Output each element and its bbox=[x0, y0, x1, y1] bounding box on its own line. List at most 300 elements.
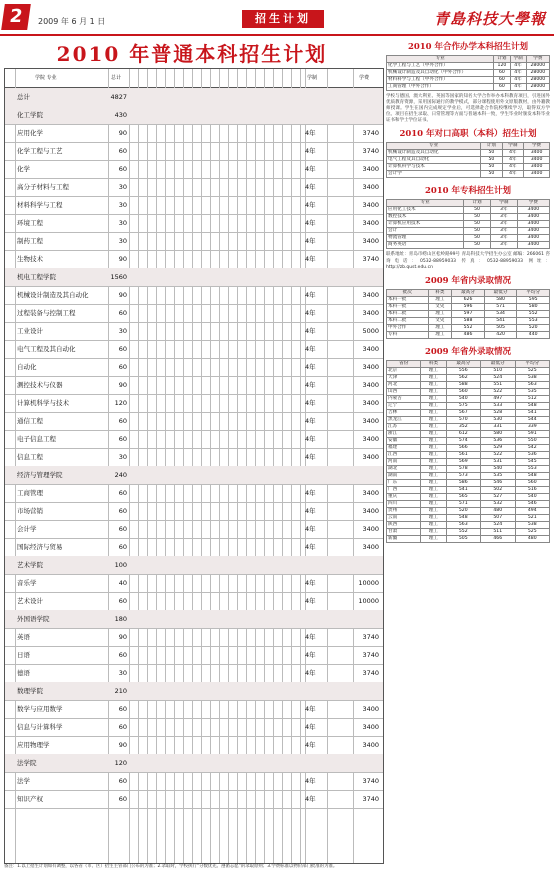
fee-cell: 3400 bbox=[524, 171, 550, 178]
total-cell: 120 bbox=[114, 399, 127, 407]
total-cell: 90 bbox=[118, 633, 127, 641]
contact-text: 联系地址：青岛市崂山区松岭路99号 青岛科技大学招生办公室 邮编：266061 咨询电话：0532-88959033 传真：0532-88959033 网址：http://zb.qust.edu.cn bbox=[386, 252, 550, 270]
avg-cell: 525 bbox=[515, 528, 550, 535]
prov-cell: 内蒙古 bbox=[387, 395, 421, 402]
cls-cell: 理工 bbox=[421, 479, 446, 486]
total-cell: 4827 bbox=[110, 93, 127, 101]
total-cell: 120 bbox=[114, 759, 127, 767]
table-row bbox=[387, 164, 550, 171]
avg-cell: 563 bbox=[515, 381, 550, 388]
cls-cell: 理工 bbox=[421, 465, 446, 472]
prov-cell: 重庆 bbox=[387, 493, 421, 500]
province-admission-title: 2009 年省内录取情况 bbox=[424, 275, 512, 286]
max-cell: 566 bbox=[446, 444, 480, 451]
junior-title: 2010 年专科招生计划 bbox=[424, 186, 512, 197]
max-cell: 548 bbox=[446, 514, 480, 521]
header-cell: 省份 bbox=[387, 360, 421, 367]
table-row bbox=[5, 88, 383, 107]
major-cell: 国际经济与贸易 bbox=[17, 543, 63, 551]
years-cell: 4年 bbox=[510, 70, 526, 77]
school-cell: 4年 bbox=[305, 543, 316, 551]
min-cell: 505 bbox=[484, 324, 517, 331]
table-row bbox=[387, 514, 550, 521]
cls-cell: 理工 bbox=[421, 416, 446, 423]
avg-cell: 553 bbox=[515, 465, 550, 472]
total-cell: 100 bbox=[114, 561, 127, 569]
major-cell: 化学 bbox=[17, 165, 30, 173]
major-cell: 过程装备与控制工程 bbox=[17, 309, 76, 317]
max-cell: 552 bbox=[452, 324, 485, 331]
table-row bbox=[5, 178, 383, 197]
total-cell: 180 bbox=[114, 615, 127, 623]
total-cell: 60 bbox=[118, 543, 127, 551]
avg-cell: 541 bbox=[515, 409, 550, 416]
table-row bbox=[387, 451, 550, 458]
school-cell: 4年 bbox=[305, 651, 316, 659]
avg-cell: 595 bbox=[517, 296, 550, 303]
avg-cell: 339 bbox=[515, 423, 550, 430]
avg-cell: 521 bbox=[515, 514, 550, 521]
prov-cell: 广西 bbox=[387, 486, 421, 493]
total-cell: 40 bbox=[118, 579, 127, 587]
major-cell: 会计学 bbox=[387, 171, 481, 178]
cls-cell: 理工 bbox=[421, 374, 446, 381]
max-cell: 588 bbox=[452, 317, 485, 324]
cls-cell: 理工 bbox=[421, 458, 446, 465]
table-row bbox=[5, 772, 383, 791]
major-cell: 计算机科学与技术 bbox=[17, 399, 69, 407]
major-cell: 机械设计制造及其自动化 bbox=[17, 291, 89, 299]
cls-cell: 理工 bbox=[421, 388, 446, 395]
prov-cell: 福建 bbox=[387, 444, 421, 451]
plan-cell: 50 bbox=[464, 228, 491, 235]
prov-cell: 天津 bbox=[387, 374, 421, 381]
prov-cell: 河南 bbox=[387, 458, 421, 465]
header-cell: 学费 bbox=[526, 56, 549, 63]
max-cell: 626 bbox=[452, 296, 485, 303]
prov-cell: 浙江 bbox=[387, 430, 421, 437]
table-row bbox=[5, 394, 383, 413]
table-row bbox=[5, 322, 383, 341]
major-cell: 工商管理（中外合作） bbox=[387, 84, 494, 91]
major-cell: 经济与管理学院 bbox=[17, 471, 63, 479]
cls-cell: 理工 bbox=[421, 409, 446, 416]
cls-cell: 理工 bbox=[421, 521, 446, 528]
school-cell: 4年 bbox=[305, 201, 316, 209]
max-cell: 562 bbox=[446, 374, 480, 381]
total-cell: 240 bbox=[114, 471, 127, 479]
header-cell: 科类 bbox=[428, 289, 452, 296]
min-cell: 533 bbox=[481, 402, 515, 409]
major-cell: 物流管理 bbox=[387, 235, 464, 242]
province-admission-table bbox=[386, 289, 550, 339]
table-row bbox=[387, 70, 550, 77]
coop-text: 学校与德国、澳大利亚、英国等国家的知名大学合作举办本科教育项目，引进国外优质教育资源，采用国际通行的教学模式，部分课程使用外文原版教材，由外籍教师授课。学生在国内完成规定学业后，可选择赴合作院校继续学习，取得双方学位。项目在招生录取、日常管理等方面与普通本科一致，学生毕业时颁发本科毕业证书和学士学位证书。 bbox=[386, 94, 550, 124]
major-cell: 信息工程 bbox=[17, 453, 43, 461]
avg-cell: 548 bbox=[515, 402, 550, 409]
avg-cell: 535 bbox=[515, 388, 550, 395]
table-row bbox=[5, 250, 383, 269]
table-row bbox=[5, 646, 383, 665]
total-cell: 90 bbox=[118, 129, 127, 137]
years-cell: 4年 bbox=[510, 63, 526, 70]
total-cell: 60 bbox=[118, 435, 127, 443]
major-cell: 数控技术 bbox=[387, 214, 464, 221]
avg-cell: 546 bbox=[515, 500, 550, 507]
min-cell: 522 bbox=[481, 388, 515, 395]
min-cell: 480 bbox=[481, 507, 515, 514]
major-cell: 高分子材料与工程 bbox=[17, 183, 69, 191]
fee-cell: 10000 bbox=[358, 579, 379, 587]
cls-cell: 文史 bbox=[428, 303, 452, 310]
table-row bbox=[387, 444, 550, 451]
total-cell: 30 bbox=[118, 453, 127, 461]
max-cell: 570 bbox=[446, 416, 480, 423]
table-row bbox=[387, 479, 550, 486]
table-row bbox=[387, 77, 550, 84]
school-cell: 4年 bbox=[305, 399, 316, 407]
years-cell: 4年 bbox=[510, 77, 526, 84]
max-cell: 540 bbox=[446, 395, 480, 402]
avg-cell: 580 bbox=[517, 303, 550, 310]
plan-cell: 50 bbox=[464, 242, 491, 249]
table-row bbox=[5, 106, 383, 125]
cls-cell: 理工 bbox=[428, 331, 452, 338]
school-cell: 4年 bbox=[305, 453, 316, 461]
major-cell: 机械设计制造及其自动化 bbox=[387, 150, 481, 157]
min-cell: 522 bbox=[481, 451, 515, 458]
table-row bbox=[387, 235, 550, 242]
prov-cell: 吉林 bbox=[387, 409, 421, 416]
total-cell: 30 bbox=[118, 237, 127, 245]
fee-cell: 3400 bbox=[362, 543, 379, 551]
school-cell: 4年 bbox=[305, 669, 316, 677]
fee-cell: 3400 bbox=[524, 150, 550, 157]
col-school: 学制 bbox=[307, 75, 318, 81]
max-cell: 352 bbox=[446, 423, 480, 430]
header-cell: 学制 bbox=[490, 200, 517, 207]
table-row bbox=[387, 214, 550, 221]
major-cell: 会计 bbox=[387, 228, 464, 235]
batch-cell: 本科一批 bbox=[387, 296, 429, 303]
total-cell: 90 bbox=[118, 381, 127, 389]
table-row bbox=[387, 374, 550, 381]
header-cell: 学制 bbox=[510, 56, 526, 63]
school-cell: 4年 bbox=[305, 795, 316, 803]
major-cell: 外国语学院 bbox=[17, 615, 50, 623]
major-cell: 应用物理学 bbox=[17, 741, 50, 749]
major-cell: 会计学 bbox=[17, 525, 37, 533]
min-cell: 331 bbox=[481, 423, 515, 430]
fee-cell: 3400 bbox=[524, 157, 550, 164]
school-cell: 4年 bbox=[305, 489, 316, 497]
max-cell: 569 bbox=[446, 458, 480, 465]
table-row bbox=[5, 610, 383, 629]
major-cell: 化学工程与工艺 bbox=[17, 147, 63, 155]
table-row bbox=[387, 423, 550, 430]
max-cell: 586 bbox=[446, 479, 480, 486]
table-row bbox=[387, 296, 550, 303]
table-row bbox=[387, 472, 550, 479]
major-cell: 材料科学与工程（中外合作） bbox=[387, 77, 494, 84]
table-row bbox=[387, 221, 550, 228]
max-cell: 556 bbox=[446, 367, 480, 374]
table-row bbox=[5, 304, 383, 323]
school-cell: 4年 bbox=[305, 723, 316, 731]
table-row bbox=[387, 521, 550, 528]
prov-cell: 四川 bbox=[387, 500, 421, 507]
vocational-table bbox=[386, 142, 550, 178]
avg-cell: 552 bbox=[517, 310, 550, 317]
major-cell: 英语 bbox=[17, 633, 30, 641]
avg-cell: 480 bbox=[515, 535, 550, 542]
avg-cell: 542 bbox=[515, 444, 550, 451]
out-province-table bbox=[386, 360, 550, 543]
max-cell: 597 bbox=[452, 310, 485, 317]
table-row bbox=[5, 754, 383, 773]
school-cell: 4年 bbox=[305, 741, 316, 749]
table-row bbox=[5, 556, 383, 575]
table-header-row bbox=[387, 56, 550, 63]
cls-cell: 理工 bbox=[421, 444, 446, 451]
total-cell: 30 bbox=[118, 669, 127, 677]
table-row bbox=[5, 286, 383, 305]
fee-cell: 3740 bbox=[362, 651, 379, 659]
total-cell: 60 bbox=[118, 507, 127, 515]
major-cell: 机电工程学院 bbox=[17, 273, 56, 281]
min-cell: 528 bbox=[481, 409, 515, 416]
table-row bbox=[387, 416, 550, 423]
header-cell: 批次 bbox=[387, 289, 429, 296]
min-cell: 535 bbox=[481, 472, 515, 479]
batch-cell: 本科二批 bbox=[387, 317, 429, 324]
avg-cell: 525 bbox=[515, 367, 550, 374]
avg-cell: 560 bbox=[515, 479, 550, 486]
fee-cell: 3400 bbox=[362, 741, 379, 749]
avg-cell: 553 bbox=[517, 317, 550, 324]
years-cell: 3年 bbox=[490, 207, 517, 214]
school-cell: 4年 bbox=[305, 579, 316, 587]
min-cell: 466 bbox=[481, 535, 515, 542]
avg-cell: 540 bbox=[515, 493, 550, 500]
major-cell: 工业设计 bbox=[17, 327, 43, 335]
school-cell: 4年 bbox=[305, 291, 316, 299]
years-cell: 3年 bbox=[490, 242, 517, 249]
table-row bbox=[5, 430, 383, 449]
fee-cell: 3400 bbox=[517, 207, 549, 214]
enrollment-plan-table bbox=[4, 68, 384, 864]
school-cell: 4年 bbox=[305, 147, 316, 155]
school-cell: 4年 bbox=[305, 327, 316, 335]
footnotes: 备注：1.以上招生计划如有调整，以各省（市、区）招生主管部门公布的为准；2.录取时，学校执行“分数优先、遵循志愿”的录取原则；3.学费标准以物价部门批准的为准。 bbox=[4, 864, 338, 869]
cls-cell: 理工 bbox=[421, 500, 446, 507]
junior-college-table bbox=[386, 199, 550, 249]
total-cell: 30 bbox=[118, 219, 127, 227]
major-cell: 法学院 bbox=[17, 759, 37, 767]
min-cell: 536 bbox=[481, 437, 515, 444]
page-number: 2 bbox=[1, 4, 31, 30]
fee-cell: 3400 bbox=[362, 705, 379, 713]
school-cell: 4年 bbox=[305, 165, 316, 173]
max-cell: 567 bbox=[446, 409, 480, 416]
fee-cell: 3740 bbox=[362, 669, 379, 677]
max-cell: 563 bbox=[446, 521, 480, 528]
total-cell: 60 bbox=[118, 309, 127, 317]
table-row bbox=[5, 592, 383, 611]
max-cell: 552 bbox=[446, 528, 480, 535]
table-row bbox=[387, 207, 550, 214]
cls-cell: 理工 bbox=[421, 430, 446, 437]
total-cell: 60 bbox=[118, 147, 127, 155]
years-cell: 4年 bbox=[502, 150, 523, 157]
major-cell: 电气工程及其自动化 bbox=[17, 345, 76, 353]
school-cell: 4年 bbox=[305, 309, 316, 317]
table-header-row bbox=[387, 360, 550, 367]
issue-date: 2009 年 6 月 1 日 bbox=[38, 17, 106, 26]
avg-cell: 591 bbox=[515, 430, 550, 437]
major-cell: 制药工程 bbox=[17, 237, 43, 245]
header-cell: 专业 bbox=[387, 200, 464, 207]
fee-cell: 28000 bbox=[526, 70, 549, 77]
prov-cell: 河北 bbox=[387, 381, 421, 388]
school-cell: 4年 bbox=[305, 777, 316, 785]
total-cell: 90 bbox=[118, 291, 127, 299]
table-row bbox=[387, 331, 550, 338]
min-cell: 420 bbox=[484, 331, 517, 338]
fee-cell: 3740 bbox=[362, 147, 379, 155]
years-cell: 4年 bbox=[502, 157, 523, 164]
table-row bbox=[387, 535, 550, 542]
major-cell: 测控技术与仪器 bbox=[17, 381, 63, 389]
coop-title: 2010 年合作办学本科招生计划 bbox=[407, 42, 529, 52]
avg-cell: 545 bbox=[515, 458, 550, 465]
table-row bbox=[5, 358, 383, 377]
plan-cell: 120 bbox=[494, 63, 510, 70]
total-cell: 60 bbox=[118, 525, 127, 533]
fee-cell: 3400 bbox=[517, 228, 549, 235]
batch-cell: 本科二批 bbox=[387, 310, 429, 317]
min-cell: 534 bbox=[484, 310, 517, 317]
major-cell: 艺术学院 bbox=[17, 561, 43, 569]
cls-cell: 理工 bbox=[421, 437, 446, 444]
fee-cell: 3400 bbox=[524, 164, 550, 171]
table-row bbox=[5, 520, 383, 539]
max-cell: 565 bbox=[446, 493, 480, 500]
header-cell: 专业 bbox=[387, 56, 494, 63]
total-cell: 60 bbox=[118, 165, 127, 173]
table-row bbox=[5, 196, 383, 215]
table-row bbox=[387, 395, 550, 402]
fee-cell: 3740 bbox=[362, 129, 379, 137]
cls-cell: 理工 bbox=[421, 507, 446, 514]
cls-cell: 理工 bbox=[421, 486, 446, 493]
fee-cell: 3400 bbox=[362, 363, 379, 371]
fee-cell: 3400 bbox=[362, 381, 379, 389]
coop-table bbox=[386, 55, 550, 91]
major-cell: 商务英语 bbox=[387, 242, 464, 249]
major-cell: 材料科学与工程 bbox=[17, 201, 63, 209]
total-cell: 60 bbox=[118, 489, 127, 497]
table-row bbox=[387, 430, 550, 437]
min-cell: 511 bbox=[481, 528, 515, 535]
major-cell: 艺术设计 bbox=[17, 597, 43, 605]
major-cell: 电子信息工程 bbox=[17, 435, 56, 443]
school-cell: 4年 bbox=[305, 381, 316, 389]
plan-cell: 50 bbox=[481, 164, 502, 171]
plan-cell: 60 bbox=[494, 84, 510, 91]
school-cell: 4年 bbox=[305, 597, 316, 605]
min-cell: 551 bbox=[481, 381, 515, 388]
header-cell: 计划 bbox=[481, 143, 502, 150]
total-cell: 60 bbox=[118, 795, 127, 803]
table-row bbox=[387, 310, 550, 317]
table-row bbox=[387, 171, 550, 178]
header-cell: 平均分 bbox=[517, 289, 550, 296]
table-row bbox=[387, 528, 550, 535]
table-row bbox=[387, 157, 550, 164]
table-row bbox=[5, 124, 383, 143]
min-cell: 580 bbox=[484, 296, 517, 303]
plan-cell: 50 bbox=[464, 235, 491, 242]
cls-cell: 理工 bbox=[421, 535, 446, 542]
fee-cell: 3400 bbox=[517, 214, 549, 221]
plan-cell: 50 bbox=[464, 214, 491, 221]
cls-cell: 理工 bbox=[428, 324, 452, 331]
table-row bbox=[5, 232, 383, 251]
prov-cell: 新疆 bbox=[387, 535, 421, 542]
max-cell: 560 bbox=[446, 388, 480, 395]
fee-cell: 28000 bbox=[526, 77, 549, 84]
header-cell: 科类 bbox=[421, 360, 446, 367]
table-row bbox=[5, 538, 383, 557]
avg-cell: 538 bbox=[515, 374, 550, 381]
cls-cell: 理工 bbox=[421, 528, 446, 535]
prov-cell: 广东 bbox=[387, 479, 421, 486]
table-row bbox=[387, 324, 550, 331]
header-cell: 最低分 bbox=[481, 360, 515, 367]
major-cell: 德语 bbox=[17, 669, 30, 677]
total-cell: 30 bbox=[118, 183, 127, 191]
major-cell: 数学与应用数学 bbox=[17, 705, 63, 713]
min-cell: 532 bbox=[481, 500, 515, 507]
fee-cell: 3400 bbox=[362, 183, 379, 191]
table-row bbox=[5, 682, 383, 701]
school-cell: 4年 bbox=[305, 363, 316, 371]
table-row bbox=[387, 381, 550, 388]
header-cell: 计划 bbox=[494, 56, 510, 63]
school-cell: 4年 bbox=[305, 525, 316, 533]
cls-cell: 文史 bbox=[428, 317, 452, 324]
cls-cell: 理工 bbox=[428, 296, 452, 303]
major-cell: 应用化工技术 bbox=[387, 207, 464, 214]
avg-cell: 512 bbox=[515, 395, 550, 402]
cls-cell: 理工 bbox=[421, 451, 446, 458]
table-row bbox=[387, 303, 550, 310]
school-cell: 4年 bbox=[305, 183, 316, 191]
school-cell: 4年 bbox=[305, 633, 316, 641]
total-cell: 60 bbox=[118, 777, 127, 785]
fee-cell: 3740 bbox=[362, 633, 379, 641]
total-cell: 60 bbox=[118, 705, 127, 713]
table-row bbox=[5, 664, 383, 683]
cls-cell: 理工 bbox=[421, 472, 446, 479]
total-cell: 30 bbox=[118, 201, 127, 209]
fee-cell: 3400 bbox=[362, 399, 379, 407]
major-cell: 法学 bbox=[17, 777, 30, 785]
table-row bbox=[387, 486, 550, 493]
cls-cell: 理工 bbox=[421, 402, 446, 409]
prov-cell: 辽宁 bbox=[387, 402, 421, 409]
